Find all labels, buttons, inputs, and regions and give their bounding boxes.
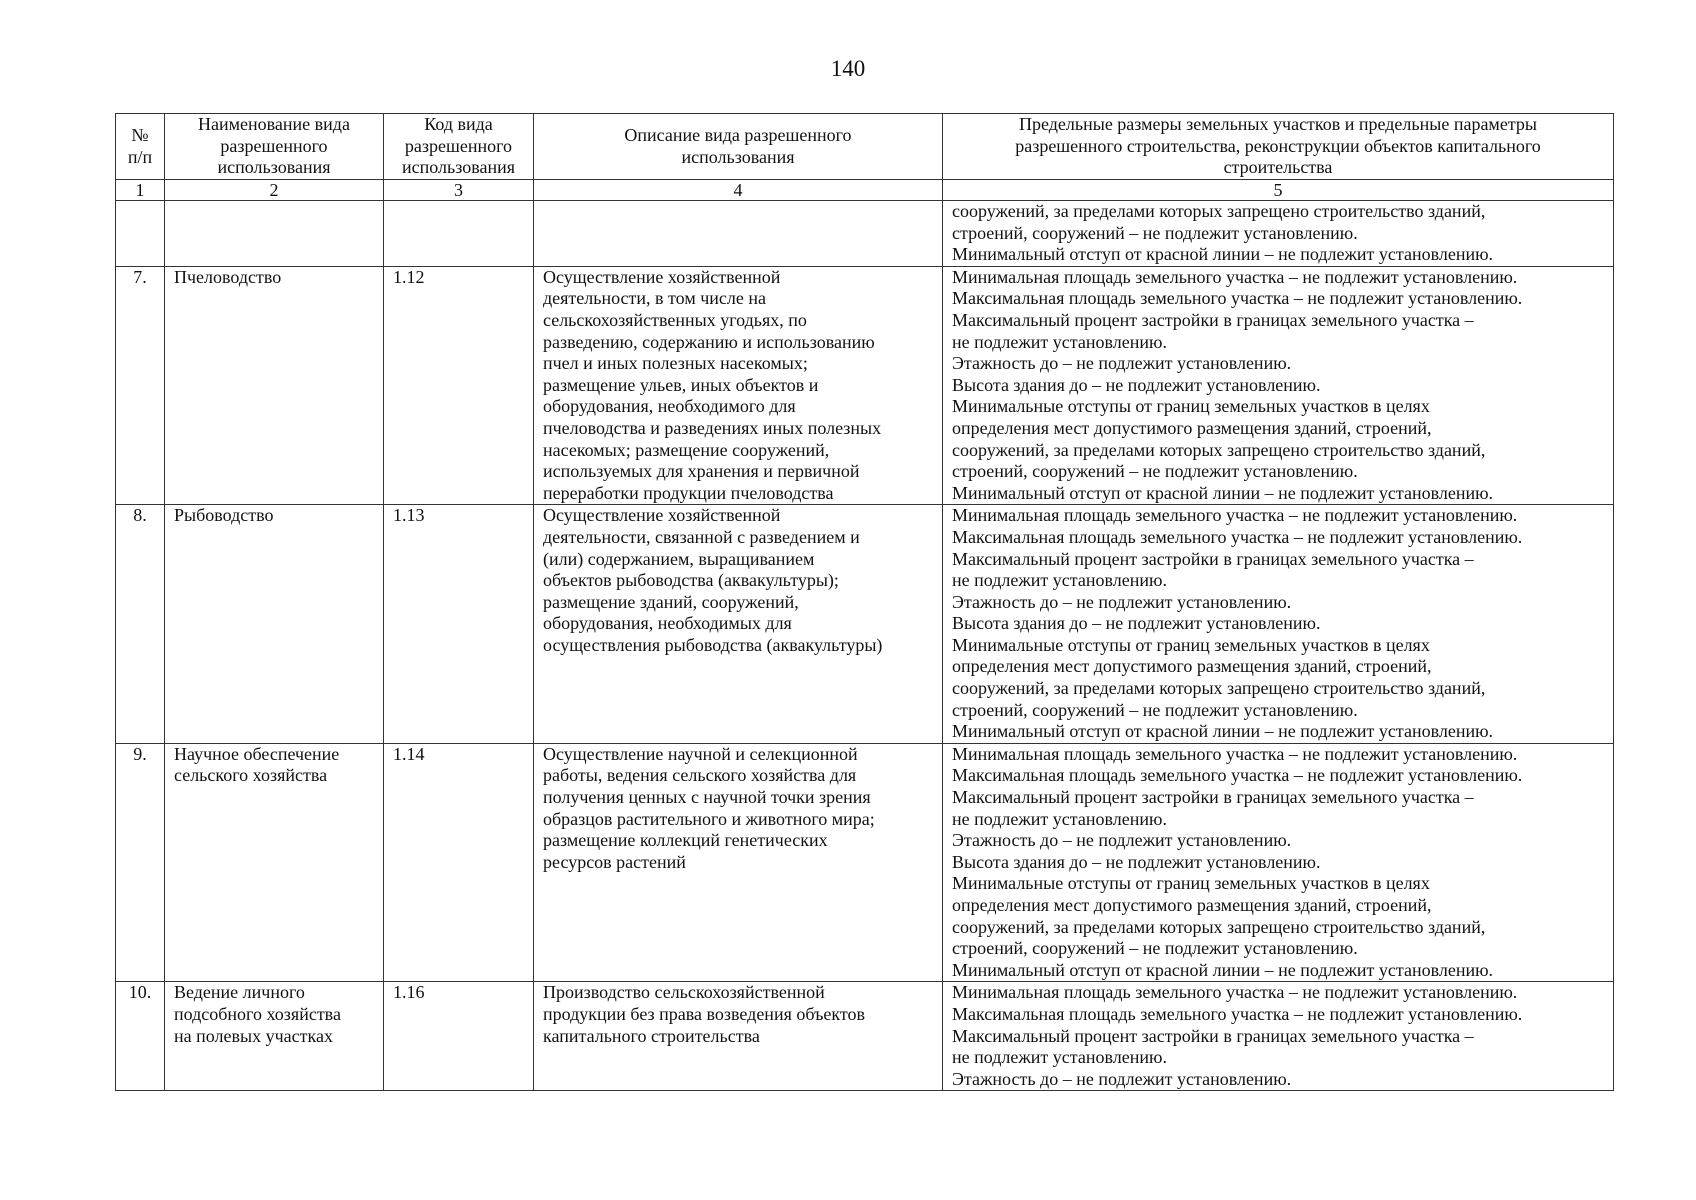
cell-code: 1.14	[384, 743, 534, 982]
cell-limits	[943, 743, 1614, 982]
table-row	[116, 982, 1614, 1091]
text-line: Максимальный процент застройки в границах земельного участка –	[952, 1025, 1474, 1046]
text-line: пчел и иных полезных насекомых;	[543, 353, 808, 374]
text-line: Производство сельскохозяйственной	[543, 982, 825, 1003]
cell-limits	[943, 505, 1614, 744]
text-line: строений, сооружений – не подлежит установлению.	[952, 461, 1358, 482]
cell-limits	[943, 266, 1614, 505]
header-code: Код вида разрешенного использования	[384, 114, 534, 180]
text-line: Пчеловодство	[174, 266, 282, 287]
text-line: насекомых; размещение сооружений,	[543, 439, 830, 460]
text-line: работы, ведения сельского хозяйства для	[543, 765, 857, 786]
text-line: Минимальная площадь земельного участка – не подлежит установлению.	[952, 505, 1518, 526]
text-line: Максимальная площадь земельного участка – не подлежит установлению.	[952, 1003, 1523, 1024]
text-line: сооружений, за пределами которых запрещено строительство зданий,	[952, 439, 1486, 460]
cell-description	[534, 743, 943, 982]
text-line: сельского хозяйства	[174, 765, 328, 786]
cell-limits	[943, 982, 1614, 1091]
text-line: объектов рыбоводства (аквакультуры);	[543, 570, 839, 591]
text-line: Минимальные отступы от границ земельных участков в целях	[952, 634, 1430, 655]
text-line: размещение зданий, сооружений,	[543, 591, 799, 612]
text-line: Минимальные отступы от границ земельных участков в целях	[952, 396, 1430, 417]
column-number: 5	[943, 180, 1614, 201]
cell-name	[165, 505, 384, 744]
column-number: 4	[534, 180, 943, 201]
text-line: определения мест допустимого размещения зданий, строений,	[952, 417, 1432, 438]
header-description: Описание вида разрешенного использования	[534, 114, 943, 180]
header-num: № п/п	[116, 114, 165, 180]
text-line: осуществления рыбоводства (аквакультуры)	[543, 634, 883, 655]
text-line: Этажность до – не подлежит установлению.	[952, 830, 1292, 851]
text-line: Высота здания до – не подлежит установлению.	[952, 374, 1321, 395]
text-line: Высота здания до – не подлежит установлению.	[952, 851, 1321, 872]
cell-description	[534, 505, 943, 744]
text-line: строений, сооружений – не подлежит установлению.	[952, 222, 1358, 243]
text-line: Ведение личного	[174, 982, 305, 1003]
cell-num	[116, 201, 165, 267]
text-line: получения ценных с научной точки зрения	[543, 787, 871, 808]
column-number: 2	[165, 180, 384, 201]
cell-description	[534, 266, 943, 505]
text-line: Осуществление хозяйственной	[543, 505, 781, 526]
cell-code	[384, 201, 534, 267]
text-line: сооружений, за пределами которых запрещено строительство зданий,	[952, 201, 1486, 221]
text-line: оборудования, необходимых для	[543, 613, 792, 634]
text-line: Максимальный процент застройки в границах земельного участка –	[952, 787, 1474, 808]
table-row	[116, 505, 1614, 744]
text-line: Этажность до – не подлежит установлению.	[952, 353, 1292, 374]
text-line: не подлежит установлению.	[952, 808, 1167, 829]
text-line: Этажность до – не подлежит установлению.	[952, 591, 1292, 612]
text-line: деятельности, связанной с разведением и	[543, 526, 860, 547]
text-line: не подлежит установлению.	[952, 570, 1167, 591]
column-number: 3	[384, 180, 534, 201]
text-line: Осуществление научной и селекционной	[543, 743, 858, 764]
cell-num: 8.	[116, 505, 165, 744]
text-line: ресурсов растений	[543, 851, 686, 872]
land-use-table	[115, 113, 1614, 1091]
column-number: 1	[116, 180, 165, 201]
text-line: не подлежит установлению.	[952, 1047, 1167, 1068]
text-line: оборудования, необходимого для	[543, 396, 796, 417]
text-line: образцов растительного и животного мира;	[543, 808, 875, 829]
text-line: не подлежит установлению.	[952, 331, 1167, 352]
cell-num: 9.	[116, 743, 165, 982]
text-line: Высота здания до – не подлежит установлению.	[952, 613, 1321, 634]
text-line: размещение ульев, иных объектов и	[543, 374, 819, 395]
text-line: строений, сооружений – не подлежит установлению.	[952, 938, 1358, 959]
text-line: продукции без права возведения объектов	[543, 1003, 865, 1024]
cell-name	[165, 266, 384, 505]
text-line: Минимальные отступы от границ земельных участков в целях	[952, 873, 1430, 894]
cell-num: 10.	[116, 982, 165, 1091]
table-row	[116, 266, 1614, 505]
text-line: используемых для хранения и первичной	[543, 461, 860, 482]
text-line: Минимальный отступ от красной линии – не подлежит установлению.	[952, 244, 1494, 265]
text-line: сельскохозяйственных угодьях, по	[543, 309, 807, 330]
text-line: Этажность до – не подлежит установлению.	[952, 1068, 1292, 1089]
text-line: (или) содержанием, выращиванием	[543, 548, 815, 569]
cell-code: 1.12	[384, 266, 534, 505]
text-line: Минимальный отступ от красной линии – не подлежит установлению.	[952, 959, 1494, 980]
cell-name	[165, 982, 384, 1091]
text-line: переработки продукции пчеловодства	[543, 482, 834, 503]
cell-code: 1.16	[384, 982, 534, 1091]
table-row	[116, 743, 1614, 982]
header-name: Наименование вида разрешенного использования	[165, 114, 384, 180]
text-line: сооружений, за пределами которых запрещено строительство зданий,	[952, 678, 1486, 699]
text-line: Максимальная площадь земельного участка – не подлежит установлению.	[952, 288, 1523, 309]
text-line: Максимальный процент застройки в границах земельного участка –	[952, 548, 1474, 569]
header-row	[116, 114, 1614, 180]
text-line: Максимальная площадь земельного участка – не подлежит установлению.	[952, 765, 1523, 786]
text-line: на полевых участках	[174, 1025, 333, 1046]
cell-code: 1.13	[384, 505, 534, 744]
cell-limits	[943, 201, 1614, 267]
text-line: сооружений, за пределами которых запрещено строительство зданий,	[952, 916, 1486, 937]
cell-description	[534, 982, 943, 1091]
text-line: определения мест допустимого размещения зданий, строений,	[952, 656, 1432, 677]
header-limits: Предельные размеры земельных участков и предельные параметры разрешенного строительства, реконструкции объектов капитального строительства	[943, 114, 1614, 180]
table-row-continuation	[116, 201, 1614, 267]
text-line: Максимальный процент застройки в границах земельного участка –	[952, 309, 1474, 330]
text-line: разведению, содержанию и использованию	[543, 331, 875, 352]
cell-description	[534, 201, 943, 267]
cell-name	[165, 743, 384, 982]
page-number: 140	[830, 56, 866, 81]
text-line: Минимальная площадь земельного участка – не подлежит установлению.	[952, 266, 1518, 287]
text-line: Рыбоводство	[174, 505, 274, 526]
text-line: Минимальная площадь земельного участка – не подлежит установлению.	[952, 982, 1518, 1003]
text-line: деятельности, в том числе на	[543, 288, 766, 309]
text-line: строений, сооружений – не подлежит установлению.	[952, 699, 1358, 720]
text-line: Минимальный отступ от красной линии – не подлежит установлению.	[952, 721, 1494, 742]
cell-num: 7.	[116, 266, 165, 505]
text-line: подсобного хозяйства	[174, 1003, 341, 1024]
text-line: Осуществление хозяйственной	[543, 266, 781, 287]
column-number-row	[116, 180, 1614, 201]
text-line: пчеловодства и разведениях иных полезных	[543, 417, 882, 438]
text-line: определения мест допустимого размещения зданий, строений,	[952, 895, 1432, 915]
cell-name	[165, 201, 384, 267]
text-line: капитального строительства	[543, 1025, 760, 1046]
text-line: Максимальная площадь земельного участка – не подлежит установлению.	[952, 526, 1523, 547]
text-line: размещение коллекций генетических	[543, 830, 828, 851]
text-line: Минимальная площадь земельного участка – не подлежит установлению.	[952, 743, 1518, 764]
text-line: Научное обеспечение	[174, 743, 340, 764]
text-line: Минимальный отступ от красной линии – не подлежит установлению.	[952, 482, 1494, 503]
